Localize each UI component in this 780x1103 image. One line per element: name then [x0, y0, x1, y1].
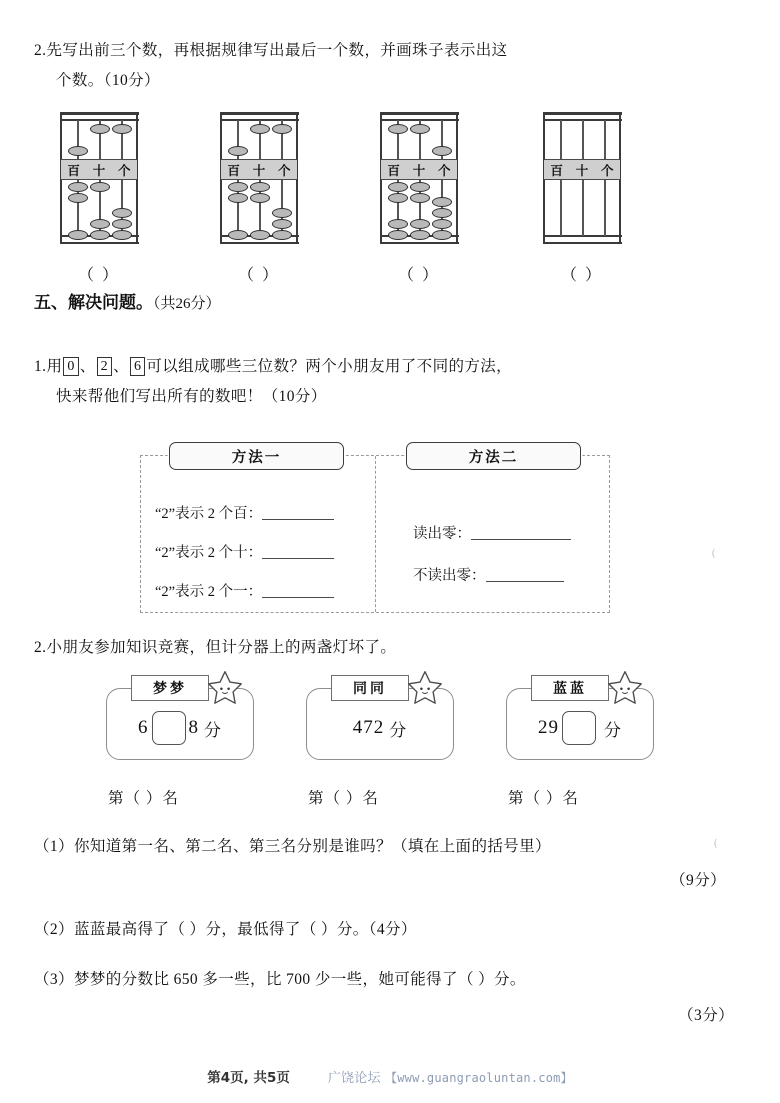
method-one-label: 方法一: [231, 449, 282, 466]
lower-bead-rest-col2-2: [272, 208, 292, 218]
abacus-beam: [544, 159, 620, 180]
method-one-row-0-label: “2”表示 2 个百：: [155, 506, 263, 522]
method-one-row-0: [155, 502, 334, 523]
beam-label-1: 十: [92, 162, 106, 178]
v-q1-line2: 快来帮他们写出所有的数吧！（10分）: [56, 388, 327, 405]
scoreboard-card-0: [106, 681, 254, 760]
lower-bead-active-col1-0: [410, 182, 430, 192]
upper-bead-col1: [250, 124, 270, 134]
v-q2-sub1-text: （1）你知道第一名、第二名、第三名分别是谁吗？（填在上面的括号里）: [34, 838, 551, 855]
method-panel-divider: [375, 456, 376, 612]
rank-blank-1[interactable]: 第（ ）名: [308, 790, 379, 807]
abacus-3: [380, 112, 458, 284]
digit-box-6: 6: [130, 357, 145, 376]
method-two-row-1-label: 不读出零：: [413, 568, 486, 584]
lower-bead-active-col0-1: [388, 193, 408, 203]
lower-bead-rest-col0-0: [68, 230, 88, 240]
beam-label-0: 百: [67, 162, 80, 178]
v-q2-text: [34, 633, 764, 663]
method-one-row-1: [155, 541, 334, 562]
question-top-text: [34, 36, 754, 96]
watermark: [328, 1067, 573, 1086]
beam-label-0: 百: [227, 162, 240, 178]
upper-bead-col0: [388, 124, 408, 134]
v-q2-sub2-text: （2）蓝蓝最高得了（ ）分，最低得了（ ）分。（4分）: [34, 921, 417, 938]
abacus-frame: [220, 112, 298, 244]
v-q2-sub3-text: （3）梦梦的分数比 650 多一些，比 700 少一些，她可能得了（ ）分。: [34, 971, 526, 988]
upper-bead-lowered-col0: [68, 146, 88, 156]
lower-bead-rest-col2-1: [272, 219, 292, 229]
section-five-heading: [34, 288, 221, 313]
method-one-blank-1[interactable]: [262, 545, 334, 559]
digit-box-2: 2: [97, 357, 112, 376]
abacus-beam: [381, 159, 457, 180]
abacus-beam: [221, 159, 297, 180]
lower-bead-rest-col2-0: [272, 230, 292, 240]
watermark-label: 广饶论坛: [327, 1071, 381, 1086]
scoreboard-row: [106, 672, 686, 772]
method-one-row-1-label: “2”表示 2 个十：: [155, 545, 263, 561]
abacus-frame: [60, 112, 138, 244]
scoreboard-card-1: [306, 681, 454, 760]
abacus-frame-top: [60, 112, 139, 115]
star-icon: [407, 669, 443, 705]
abacus-frame-top: [543, 112, 622, 115]
abacus-frame-top: [380, 112, 459, 115]
lower-bead-active-col0-0: [388, 182, 408, 192]
abacus-2: [220, 112, 298, 284]
v-q1-sep-2: 、: [113, 358, 129, 375]
score-blank-box-2[interactable]: [562, 711, 596, 745]
section-five-title: 五、解决问题。: [34, 293, 153, 313]
lower-bead-rest-col2-0: [112, 230, 132, 240]
beam-label-2: 个: [438, 162, 451, 178]
method-one-blank-2[interactable]: [262, 584, 334, 598]
score-unit-2: 分: [604, 720, 622, 740]
lower-bead-rest-col1-0: [250, 230, 270, 240]
scoreboard-name-2: 蓝蓝: [531, 675, 609, 701]
lower-bead-rest-col2-3: [432, 197, 452, 207]
score-prefix-1: 472: [352, 717, 385, 738]
beam-label-1: 十: [575, 162, 589, 178]
beam-label-0: 百: [550, 162, 563, 178]
abacus-frame-bottom: [60, 242, 139, 245]
lower-bead-active-col0-0: [228, 182, 248, 192]
lower-bead-rest-col2-2: [432, 208, 452, 218]
abacus-1: [60, 112, 138, 284]
lower-bead-rest-col2-1: [112, 219, 132, 229]
section-five-points: （共26分）: [153, 296, 221, 312]
v-q2-sub3-points: （3分）: [678, 1007, 734, 1024]
abacus-answer-paren-0[interactable]: （ ）: [77, 267, 120, 284]
lower-bead-rest-col2-1: [432, 219, 452, 229]
v-q1-number: 1.: [34, 358, 47, 375]
lower-bead-active-col0-0: [68, 182, 88, 192]
score-unit-0: 分: [204, 720, 222, 740]
beam-label-1: 十: [412, 162, 426, 178]
lower-bead-active-col0-1: [228, 193, 248, 203]
method-two-label: 方法二: [468, 449, 519, 466]
lower-bead-active-col1-0: [250, 182, 270, 192]
lower-bead-rest-col1-0: [90, 230, 110, 240]
scan-smudge-2: (: [714, 838, 718, 849]
rank-blank-2[interactable]: 第（ ）名: [508, 790, 579, 807]
upper-bead-col2: [272, 124, 292, 134]
beam-label-2: 个: [278, 162, 291, 178]
beam-label-2: 个: [601, 162, 614, 178]
beam-label-1: 十: [252, 162, 266, 178]
lower-bead-active-col1-0: [90, 182, 110, 192]
upper-bead-lowered-col0: [228, 146, 248, 156]
lower-bead-active-col0-1: [68, 193, 88, 203]
v-q1-sep-1: 、: [79, 358, 96, 375]
abacus-frame: [380, 112, 458, 244]
lower-bead-rest-col1-1: [410, 219, 430, 229]
abacus-frame-bottom: [380, 242, 459, 245]
lower-bead-rest-col0-0: [388, 230, 408, 240]
v-q1-text: [34, 352, 764, 412]
method-panel: [140, 449, 610, 613]
page-footer: [0, 1066, 780, 1087]
scan-smudge-1: (: [712, 548, 716, 559]
page-number: 第4页, 共5页: [207, 1070, 290, 1086]
method-two-blank-0[interactable]: [471, 526, 571, 540]
abacus-frame-top: [220, 112, 299, 115]
v-q1-line1-a: 用: [46, 358, 63, 375]
scoreboard-name-1: 同同: [331, 675, 409, 701]
lower-bead-rest-col2-2: [112, 208, 132, 218]
abacus-frame: [543, 112, 621, 244]
scoreboard-card-2: [506, 681, 654, 760]
abacus-beam: [61, 159, 137, 180]
v-q2-sub1: [34, 832, 764, 896]
upper-bead-col1: [90, 124, 110, 134]
scoreboard-name-0: 梦梦: [131, 675, 209, 701]
digit-box-0: 0: [63, 357, 78, 376]
abacus-frame-bottom: [220, 242, 299, 245]
beam-label-0: 百: [387, 162, 400, 178]
beam-label-2: 个: [118, 162, 131, 178]
v-q2-stem: 小朋友参加知识竞赛，但计分器上的两盏灯坏了。: [46, 639, 397, 656]
lower-bead-rest-col0-1: [388, 219, 408, 229]
v-q2-sub3: [34, 965, 764, 1031]
method-one-blank-0[interactable]: [262, 506, 334, 520]
star-icon: [607, 669, 643, 705]
v-q2-sub1-points: （9分）: [670, 872, 726, 889]
abacus-answer-paren-3[interactable]: （ ）: [560, 267, 603, 284]
score-unit-1: 分: [389, 720, 408, 740]
method-one-tab: [169, 442, 344, 470]
question-top-line1: 先写出前三个数，再根据规律写出最后一个数，并画珠子表示出这: [46, 42, 508, 59]
lower-bead-active-col1-1: [250, 193, 270, 203]
score-suffix-0: 8: [188, 717, 199, 738]
lower-bead-rest-col0-0: [228, 230, 248, 240]
score-prefix-0: 6: [138, 717, 149, 738]
method-two-row-0: [413, 522, 571, 543]
abacus-answer-paren-2[interactable]: （ ）: [397, 267, 440, 284]
v-q1-line1-b: 可以组成哪些三位数？两个小朋友用了不同的方法，: [146, 358, 513, 375]
lower-bead-rest-col2-0: [432, 230, 452, 240]
lower-bead-active-col1-1: [410, 193, 430, 203]
method-two-blank-1[interactable]: [486, 568, 564, 582]
rank-blank-0[interactable]: 第（ ）名: [108, 790, 179, 807]
question-top-number: 2.: [34, 42, 47, 59]
abacus-4-blank: [543, 112, 621, 284]
star-icon: [207, 669, 243, 705]
abacus-row: [60, 112, 720, 284]
abacus-answer-paren-1[interactable]: （ ）: [237, 267, 280, 284]
v-q2-sub2: [34, 915, 764, 945]
method-two-row-0-label: 读出零：: [413, 526, 471, 542]
method-one-row-2: [155, 580, 334, 601]
watermark-url: 【www.guangraoluntan.com】: [385, 1071, 573, 1085]
v-q2-number: 2.: [34, 639, 47, 656]
score-prefix-2: 29: [538, 717, 559, 738]
upper-bead-lowered-col2: [432, 146, 452, 156]
method-one-row-2-label: “2”表示 2 个一：: [155, 584, 263, 600]
method-two-row-1: [413, 564, 564, 585]
question-top-line2: 个数。（10分）: [56, 72, 160, 89]
lower-bead-rest-col1-0: [410, 230, 430, 240]
lower-bead-rest-col1-1: [90, 219, 110, 229]
abacus-frame-bottom: [543, 242, 622, 245]
upper-bead-col2: [112, 124, 132, 134]
score-blank-box-0[interactable]: [152, 711, 186, 745]
method-two-tab: [406, 442, 581, 470]
upper-bead-col1: [410, 124, 430, 134]
